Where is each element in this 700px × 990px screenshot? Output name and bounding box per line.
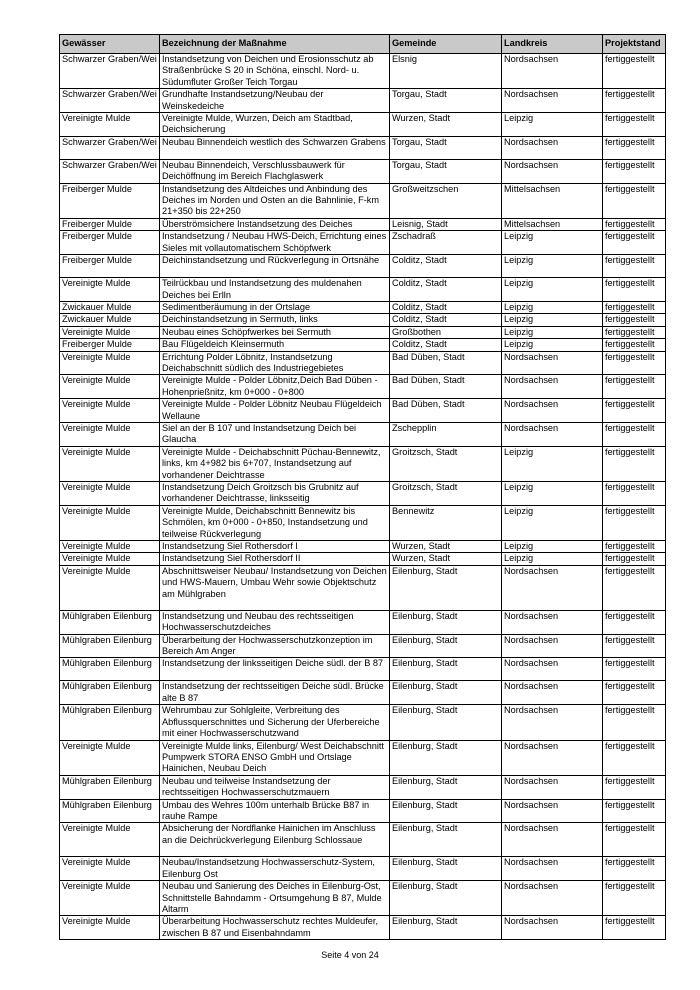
- cell-gemeinde: Bad Düben, Stadt: [390, 351, 502, 375]
- cell-landkreis: Nordsachsen: [502, 54, 603, 89]
- table-row: [60, 658, 666, 681]
- table-row: [60, 301, 666, 313]
- cell-gewaesser: Freiberger Mulde: [60, 255, 160, 278]
- cell-gemeinde: Colditz, Stadt: [390, 278, 502, 302]
- cell-projektstand: fertiggestellt: [603, 916, 666, 940]
- cell-gemeinde: Eilenburg, Stadt: [390, 775, 502, 799]
- cell-gemeinde: Leisnig, Stadt: [390, 218, 502, 230]
- cell-gewaesser: Schwarzer Graben/Wei: [60, 159, 160, 183]
- cell-landkreis: Nordsachsen: [502, 823, 603, 857]
- cell-projektstand: fertiggestellt: [603, 446, 666, 481]
- cell-gewaesser: Vereinigte Mulde: [60, 505, 160, 540]
- header-landkreis: Landkreis: [502, 35, 603, 54]
- cell-projektstand: fertiggestellt: [603, 301, 666, 313]
- cell-gemeinde: Bad Düben, Stadt: [390, 399, 502, 423]
- cell-projektstand: fertiggestellt: [603, 375, 666, 399]
- cell-projektstand: fertiggestellt: [603, 634, 666, 658]
- table-row: [60, 231, 666, 255]
- cell-gewaesser: Zwickauer Mulde: [60, 301, 160, 313]
- cell-gewaesser: Vereinigte Mulde: [60, 857, 160, 881]
- cell-gemeinde: Colditz, Stadt: [390, 301, 502, 313]
- cell-bezeichnung: Instandsetzung der linksseitigen Deiche südl. der B 87: [160, 658, 390, 681]
- cell-landkreis: Nordsachsen: [502, 565, 603, 610]
- cell-landkreis: Nordsachsen: [502, 916, 603, 940]
- table-row: [60, 399, 666, 423]
- table-row: [60, 610, 666, 634]
- cell-gemeinde: Großweitzschen: [390, 183, 502, 218]
- cell-projektstand: fertiggestellt: [603, 351, 666, 375]
- cell-bezeichnung: Instandsetzung Siel Rothersdorf II: [160, 553, 390, 565]
- cell-landkreis: Nordsachsen: [502, 740, 603, 775]
- cell-gewaesser: Mühlgraben Eilenburg: [60, 658, 160, 681]
- cell-gemeinde: Wurzen, Stadt: [390, 541, 502, 553]
- cell-gemeinde: Zschadraß: [390, 231, 502, 255]
- cell-bezeichnung: Grundhafte Instandsetzung/Neubau der Weinskedeiche: [160, 89, 390, 113]
- cell-projektstand: fertiggestellt: [603, 255, 666, 278]
- table-row: [60, 255, 666, 278]
- cell-bezeichnung: Instandsetzung der rechtsseitigen Deiche südl. Brücke alte B 87: [160, 681, 390, 705]
- cell-gewaesser: Vereinigte Mulde: [60, 113, 160, 137]
- cell-landkreis: Nordsachsen: [502, 857, 603, 881]
- table-row: [60, 799, 666, 823]
- cell-landkreis: Nordsachsen: [502, 399, 603, 423]
- cell-gewaesser: Mühlgraben Eilenburg: [60, 775, 160, 799]
- cell-projektstand: fertiggestellt: [603, 113, 666, 137]
- cell-projektstand: fertiggestellt: [603, 505, 666, 540]
- cell-gemeinde: Eilenburg, Stadt: [390, 634, 502, 658]
- cell-landkreis: Leipzig: [502, 553, 603, 565]
- cell-gewaesser: Vereinigte Mulde: [60, 823, 160, 857]
- measures-table: [59, 34, 666, 940]
- cell-bezeichnung: Neubau eines Schöpfwerkes bei Sermuth: [160, 326, 390, 338]
- cell-landkreis: Nordsachsen: [502, 799, 603, 823]
- cell-gemeinde: Eilenburg, Stadt: [390, 916, 502, 940]
- table-row: [60, 54, 666, 89]
- cell-projektstand: fertiggestellt: [603, 799, 666, 823]
- table-row: [60, 159, 666, 183]
- cell-gewaesser: Mühlgraben Eilenburg: [60, 681, 160, 705]
- cell-landkreis: Nordsachsen: [502, 89, 603, 113]
- cell-projektstand: fertiggestellt: [603, 399, 666, 423]
- cell-projektstand: fertiggestellt: [603, 136, 666, 159]
- table-row: [60, 136, 666, 159]
- cell-gemeinde: Eilenburg, Stadt: [390, 610, 502, 634]
- cell-gewaesser: Schwarzer Graben/Wei: [60, 136, 160, 159]
- cell-gewaesser: Mühlgraben Eilenburg: [60, 610, 160, 634]
- cell-projektstand: fertiggestellt: [603, 339, 666, 351]
- cell-gewaesser: Vereinigte Mulde: [60, 399, 160, 423]
- cell-bezeichnung: Vereinigte Mulde - Deichabschnitt Püchau-Bennewitz, links, km 4+982 bis 6+707, Instandsetzung auf vorhandener Deichtrasse: [160, 446, 390, 481]
- table-row: [60, 326, 666, 338]
- cell-landkreis: Nordsachsen: [502, 136, 603, 159]
- table-row: [60, 705, 666, 740]
- cell-gewaesser: Vereinigte Mulde: [60, 422, 160, 446]
- cell-landkreis: Nordsachsen: [502, 681, 603, 705]
- cell-landkreis: Leipzig: [502, 482, 603, 506]
- table-row: [60, 541, 666, 553]
- cell-gewaesser: Vereinigte Mulde: [60, 375, 160, 399]
- cell-gewaesser: Freiberger Mulde: [60, 218, 160, 230]
- header-gemeinde: Gemeinde: [390, 35, 502, 54]
- cell-gemeinde: Eilenburg, Stadt: [390, 705, 502, 740]
- cell-projektstand: fertiggestellt: [603, 553, 666, 565]
- table-row: [60, 422, 666, 446]
- cell-gewaesser: Freiberger Mulde: [60, 183, 160, 218]
- cell-landkreis: Leipzig: [502, 541, 603, 553]
- cell-gewaesser: Vereinigte Mulde: [60, 351, 160, 375]
- cell-gemeinde: Eilenburg, Stadt: [390, 565, 502, 610]
- cell-gemeinde: Bad Düben, Stadt: [390, 375, 502, 399]
- table-row: [60, 565, 666, 610]
- cell-gewaesser: Vereinigte Mulde: [60, 446, 160, 481]
- cell-landkreis: Leipzig: [502, 301, 603, 313]
- cell-landkreis: Nordsachsen: [502, 705, 603, 740]
- cell-gemeinde: Eilenburg, Stadt: [390, 658, 502, 681]
- cell-bezeichnung: Siel an der B 107 und Instandsetzung Deich bei Glaucha: [160, 422, 390, 446]
- table-row: [60, 375, 666, 399]
- cell-bezeichnung: Umbau des Wehres 100m unterhalb Brücke B87 in rauhe Rampe: [160, 799, 390, 823]
- cell-landkreis: Leipzig: [502, 505, 603, 540]
- cell-bezeichnung: Teilrückbau und Instandsetzung des muldenahen Deiches bei Erlln: [160, 278, 390, 302]
- table-row: [60, 740, 666, 775]
- cell-bezeichnung: Wehrumbau zur Sohlgleite, Verbreitung des Abflussquerschnittes und Sicherung der Uferbereiche mit einer Hochwasserschutzwand: [160, 705, 390, 740]
- cell-projektstand: fertiggestellt: [603, 326, 666, 338]
- cell-bezeichnung: Vereinigte Mulde - Polder Löbnitz,Deich Bad Düben - Hohenprießnitz, km 0+000 - 0+800: [160, 375, 390, 399]
- cell-projektstand: fertiggestellt: [603, 278, 666, 302]
- cell-gemeinde: Eilenburg, Stadt: [390, 799, 502, 823]
- table-row: [60, 89, 666, 113]
- cell-gemeinde: Eilenburg, Stadt: [390, 740, 502, 775]
- cell-landkreis: Nordsachsen: [502, 881, 603, 916]
- cell-gemeinde: Zschepplin: [390, 422, 502, 446]
- cell-bezeichnung: Instandsetzung Deich Groitzsch bis Grubnitz auf vorhandener Deichtrasse, linksseitig: [160, 482, 390, 506]
- table-row: [60, 482, 666, 506]
- cell-landkreis: Leipzig: [502, 255, 603, 278]
- cell-gewaesser: Vereinigte Mulde: [60, 740, 160, 775]
- table-row: [60, 339, 666, 351]
- cell-landkreis: Mittelsachsen: [502, 183, 603, 218]
- cell-gemeinde: Elsnig: [390, 54, 502, 89]
- cell-gewaesser: Schwarzer Graben/Wei: [60, 89, 160, 113]
- cell-gemeinde: Eilenburg, Stadt: [390, 681, 502, 705]
- cell-projektstand: fertiggestellt: [603, 183, 666, 218]
- cell-projektstand: fertiggestellt: [603, 881, 666, 916]
- cell-gemeinde: Eilenburg, Stadt: [390, 823, 502, 857]
- cell-bezeichnung: Überarbeitung der Hochwasserschutzkonzeption im Bereich Am Anger: [160, 634, 390, 658]
- cell-bezeichnung: Instandsetzung und Neubau des rechtsseitigen Hochwasserschutzdeiches: [160, 610, 390, 634]
- cell-bezeichnung: Instandsetzung Siel Rothersdorf I: [160, 541, 390, 553]
- cell-bezeichnung: Errichtung Polder Löbnitz, Instandsetzung Deichabschnitt südlich des Industriegebietes: [160, 351, 390, 375]
- cell-projektstand: fertiggestellt: [603, 218, 666, 230]
- cell-bezeichnung: Überarbeitung Hochwasserschutz rechtes Muldeufer, zwischen B 87 und Eisenbahndamm: [160, 916, 390, 940]
- cell-gewaesser: Mühlgraben Eilenburg: [60, 799, 160, 823]
- cell-bezeichnung: Absicherung der Nordflanke Hainichen im Anschluss an die Deichrückverlegung Eilenburg Schlossaue: [160, 823, 390, 857]
- cell-projektstand: fertiggestellt: [603, 482, 666, 506]
- table-row: [60, 278, 666, 302]
- cell-landkreis: Leipzig: [502, 113, 603, 137]
- table-row: [60, 183, 666, 218]
- table-row: [60, 314, 666, 326]
- cell-gemeinde: Großbothen: [390, 326, 502, 338]
- cell-gemeinde: Eilenburg, Stadt: [390, 857, 502, 881]
- cell-projektstand: fertiggestellt: [603, 823, 666, 857]
- table-row: [60, 681, 666, 705]
- cell-gewaesser: Mühlgraben Eilenburg: [60, 634, 160, 658]
- cell-bezeichnung: Neubau Binnendeich, Verschlussbauwerk für Deichöffnung im Bereich Flachglaswerk: [160, 159, 390, 183]
- cell-projektstand: fertiggestellt: [603, 610, 666, 634]
- cell-bezeichnung: Vereinigte Mulde - Polder Löbnitz Neubau Flügeldeich Wellaune: [160, 399, 390, 423]
- table-row: [60, 916, 666, 940]
- header-gewaesser: Gewässer: [60, 35, 160, 54]
- table-row: [60, 446, 666, 481]
- cell-bezeichnung: Instandsetzung des Altdeiches und Anbindung des Deiches im Norden und Osten an die Bahnlinie, F-km 21+350 bis 22+250: [160, 183, 390, 218]
- cell-bezeichnung: Überströmsichere Instandsetzung des Deiches: [160, 218, 390, 230]
- cell-gewaesser: Freiberger Mulde: [60, 231, 160, 255]
- cell-gemeinde: Torgau, Stadt: [390, 89, 502, 113]
- table-row: [60, 505, 666, 540]
- table-row: [60, 823, 666, 857]
- cell-gewaesser: Vereinigte Mulde: [60, 278, 160, 302]
- header-bezeichnung: Bezeichnung der Maßnahme: [160, 35, 390, 54]
- cell-gemeinde: Colditz, Stadt: [390, 255, 502, 278]
- cell-projektstand: fertiggestellt: [603, 54, 666, 89]
- cell-gewaesser: Vereinigte Mulde: [60, 541, 160, 553]
- cell-gewaesser: Vereinigte Mulde: [60, 553, 160, 565]
- cell-bezeichnung: Deichinstandsetzung in Sermuth, links: [160, 314, 390, 326]
- cell-gewaesser: Schwarzer Graben/Wei: [60, 54, 160, 89]
- cell-gewaesser: Mühlgraben Eilenburg: [60, 705, 160, 740]
- table-row: [60, 351, 666, 375]
- cell-landkreis: Leipzig: [502, 446, 603, 481]
- cell-gemeinde: Eilenburg, Stadt: [390, 881, 502, 916]
- cell-bezeichnung: Vereinigte Mulde, Deichabschnitt Bennewitz bis Schmölen, km 0+000 - 0+850, Instandsetzung und teilweise Rückverlegung: [160, 505, 390, 540]
- cell-landkreis: Leipzig: [502, 278, 603, 302]
- table-row: [60, 553, 666, 565]
- cell-gewaesser: Vereinigte Mulde: [60, 482, 160, 506]
- cell-bezeichnung: Neubau Binnendeich westlich des Schwarzen Grabens: [160, 136, 390, 159]
- cell-projektstand: fertiggestellt: [603, 681, 666, 705]
- cell-gemeinde: Groitzsch, Stadt: [390, 446, 502, 481]
- table-header-row: [60, 35, 666, 54]
- cell-gewaesser: Vereinigte Mulde: [60, 326, 160, 338]
- cell-bezeichnung: Instandsetzung / Neubau HWS-Deich, Errichtung eines Sieles mit vollautomatischem Schöpfwerk: [160, 231, 390, 255]
- cell-projektstand: fertiggestellt: [603, 159, 666, 183]
- cell-gemeinde: Torgau, Stadt: [390, 136, 502, 159]
- cell-landkreis: Nordsachsen: [502, 375, 603, 399]
- cell-landkreis: Nordsachsen: [502, 658, 603, 681]
- page-number: Seite 4 von 24: [321, 950, 379, 960]
- cell-projektstand: fertiggestellt: [603, 231, 666, 255]
- cell-projektstand: fertiggestellt: [603, 740, 666, 775]
- cell-bezeichnung: Vereinigte Mulde, Wurzen, Deich am Stadtbad, Deichsicherung: [160, 113, 390, 137]
- cell-bezeichnung: Deichinstandsetzung und Rückverlegung in Ortsnähe: [160, 255, 390, 278]
- cell-gemeinde: Wurzen, Stadt: [390, 553, 502, 565]
- cell-projektstand: fertiggestellt: [603, 314, 666, 326]
- table-row: [60, 881, 666, 916]
- cell-gemeinde: Colditz, Stadt: [390, 314, 502, 326]
- cell-landkreis: Nordsachsen: [502, 610, 603, 634]
- cell-landkreis: Leipzig: [502, 231, 603, 255]
- cell-gemeinde: Wurzen, Stadt: [390, 113, 502, 137]
- cell-bezeichnung: Bau Flügeldeich Kleinsermuth: [160, 339, 390, 351]
- cell-landkreis: Nordsachsen: [502, 351, 603, 375]
- cell-bezeichnung: Abschnittsweiser Neubau/ Instandsetzung von Deichen und HWS-Mauern, Umbau Wehr sowie Objektschutz am Mühlgraben: [160, 565, 390, 610]
- cell-projektstand: fertiggestellt: [603, 89, 666, 113]
- cell-bezeichnung: Sedimentberäumung in der Ortslage: [160, 301, 390, 313]
- cell-projektstand: fertiggestellt: [603, 857, 666, 881]
- cell-projektstand: fertiggestellt: [603, 705, 666, 740]
- cell-landkreis: Nordsachsen: [502, 634, 603, 658]
- cell-gewaesser: Vereinigte Mulde: [60, 916, 160, 940]
- cell-projektstand: fertiggestellt: [603, 541, 666, 553]
- table-row: [60, 218, 666, 230]
- table-row: [60, 113, 666, 137]
- cell-gewaesser: Zwickauer Mulde: [60, 314, 160, 326]
- cell-gewaesser: Vereinigte Mulde: [60, 881, 160, 916]
- cell-landkreis: Leipzig: [502, 326, 603, 338]
- cell-bezeichnung: Instandsetzung von Deichen und Erosionsschutz ab Straßenbrücke S 20 in Schöna, einschl. Nord- u. Südumfluter Großer Teich Torgau: [160, 54, 390, 89]
- cell-bezeichnung: Neubau und teilweise Instandsetzung der rechtsseitigen Hochwasserschutzmauern: [160, 775, 390, 799]
- cell-landkreis: Nordsachsen: [502, 775, 603, 799]
- cell-bezeichnung: Neubau/Instandsetzung Hochwasserschutz-System, Eilenburg Ost: [160, 857, 390, 881]
- cell-projektstand: fertiggestellt: [603, 565, 666, 610]
- cell-gewaesser: Vereinigte Mulde: [60, 565, 160, 610]
- cell-gemeinde: Groitzsch, Stadt: [390, 482, 502, 506]
- cell-projektstand: fertiggestellt: [603, 775, 666, 799]
- cell-landkreis: Nordsachsen: [502, 159, 603, 183]
- cell-gewaesser: Freiberger Mulde: [60, 339, 160, 351]
- table-row: [60, 634, 666, 658]
- table-row: [60, 857, 666, 881]
- cell-landkreis: Nordsachsen: [502, 422, 603, 446]
- table-row: [60, 775, 666, 799]
- cell-gemeinde: Torgau, Stadt: [390, 159, 502, 183]
- cell-bezeichnung: Vereinigte Mulde links, Eilenburg/ West Deichabschnitt Pumpwerk STORA ENSO GmbH und Ortslage Hainichen, Neubau Deich: [160, 740, 390, 775]
- cell-projektstand: fertiggestellt: [603, 658, 666, 681]
- cell-landkreis: Leipzig: [502, 339, 603, 351]
- cell-landkreis: Mittelsachsen: [502, 218, 603, 230]
- cell-gemeinde: Colditz, Stadt: [390, 339, 502, 351]
- cell-gemeinde: Bennewitz: [390, 505, 502, 540]
- cell-landkreis: Leipzig: [502, 314, 603, 326]
- cell-projektstand: fertiggestellt: [603, 422, 666, 446]
- header-projektstand: Projektstand: [603, 35, 666, 54]
- cell-bezeichnung: Neubau und Sanierung des Deiches in Eilenburg-Ost, Schnittstelle Bahndamm - Ortsumgehung B 87, Mulde Altarm: [160, 881, 390, 916]
